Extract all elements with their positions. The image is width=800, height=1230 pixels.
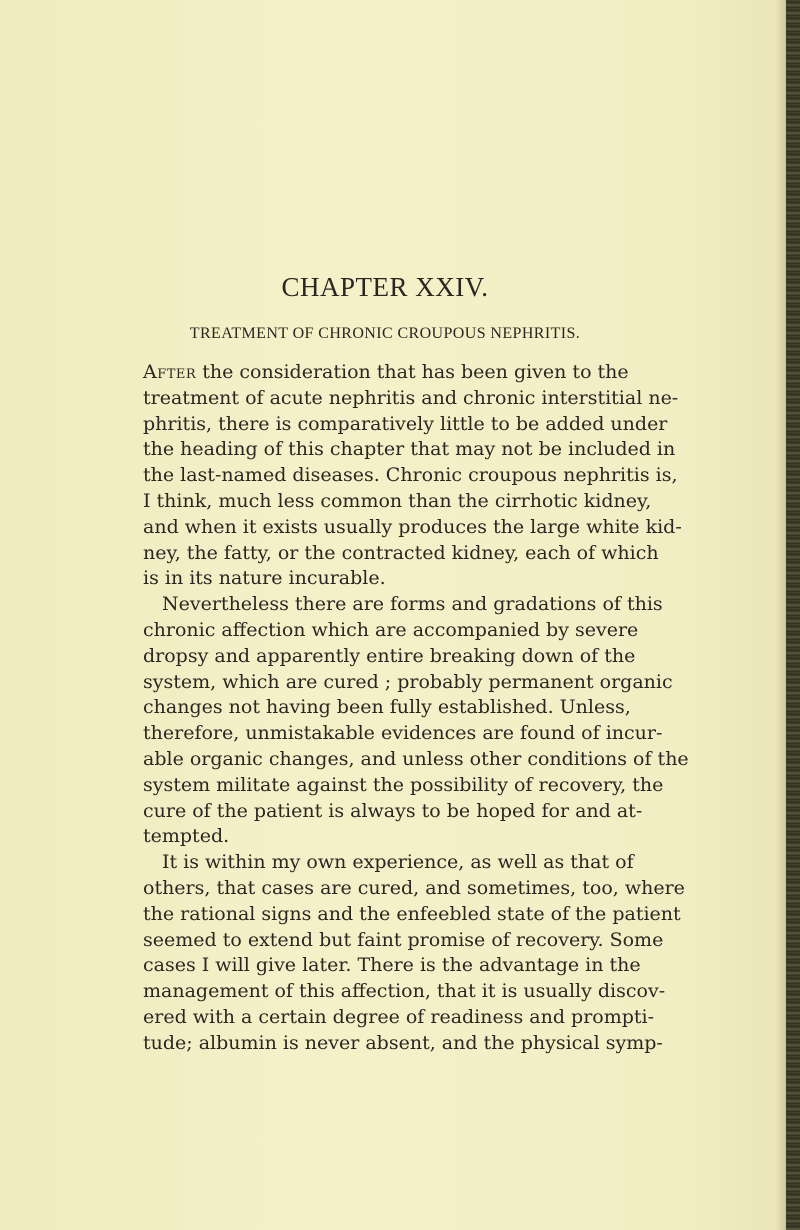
text-line: therefore, unmistakable evidences are found of incur-	[143, 722, 663, 745]
text-line-content: the consideration that has been given to the	[196, 361, 629, 383]
text-line: phritis, there is comparatively little to be added under	[143, 412, 668, 435]
text-line: treatment of acute nephritis and chronic interstitial ne-	[143, 386, 679, 409]
text-line: the rational signs and the enfeebled state of the patient	[143, 902, 681, 925]
text-line: changes not having been fully established. Unless,	[143, 696, 631, 719]
body-text	[143, 360, 733, 1057]
text-line: and when it exists usually produces the large white kid-	[143, 515, 682, 538]
text-line: system, which are cured ; probably permanent organic	[143, 670, 673, 693]
text-line: seemed to extend but faint promise of recovery. Some	[143, 928, 664, 951]
text-line: dropsy and apparently entire breaking down of the	[143, 644, 636, 667]
text-line: cases I will give later. There is the advantage in the	[143, 954, 641, 977]
text-line: Nevertheless there are forms and gradations of this	[162, 593, 663, 616]
text-line: ered with a certain degree of readiness and prompti-	[143, 1005, 655, 1028]
text-line: tempted.	[143, 825, 230, 848]
text-line: others, that cases are cured, and sometimes, too, where	[143, 876, 685, 899]
chapter-title: CHAPTER XXIV.	[281, 272, 489, 302]
text-line: management of this affection, that it is usually discov-	[143, 980, 666, 1003]
binding-shadow	[776, 0, 786, 1230]
text-line: chronic affection which are accompanied by severe	[143, 618, 639, 641]
text-line: the heading of this chapter that may not be included in	[143, 438, 676, 461]
text-line: ney, the fatty, or the contracted kidney, each of which	[143, 541, 659, 564]
text-line: tude; albumin is never absent, and the physical symp-	[143, 1031, 663, 1054]
text-line	[143, 360, 733, 386]
text-line: cure of the patient is always to be hoped for and at-	[143, 799, 643, 822]
section-heading: TREATMENT OF CHRONIC CROUPOUS NEPHRITIS.	[189, 325, 581, 342]
book-binding-edge	[786, 0, 800, 1230]
drop-word: After	[143, 361, 197, 383]
text-line: I think, much less common than the cirrhotic kidney,	[143, 489, 652, 512]
text-line: the last-named diseases. Chronic croupous nephritis is,	[143, 464, 678, 487]
text-line: system militate against the possibility of recovery, the	[143, 773, 664, 796]
text-line: It is within my own experience, as well as that of	[162, 851, 634, 874]
text-line: is in its nature incurable.	[143, 567, 386, 590]
text-line: able organic changes, and unless other conditions of the	[143, 747, 689, 770]
